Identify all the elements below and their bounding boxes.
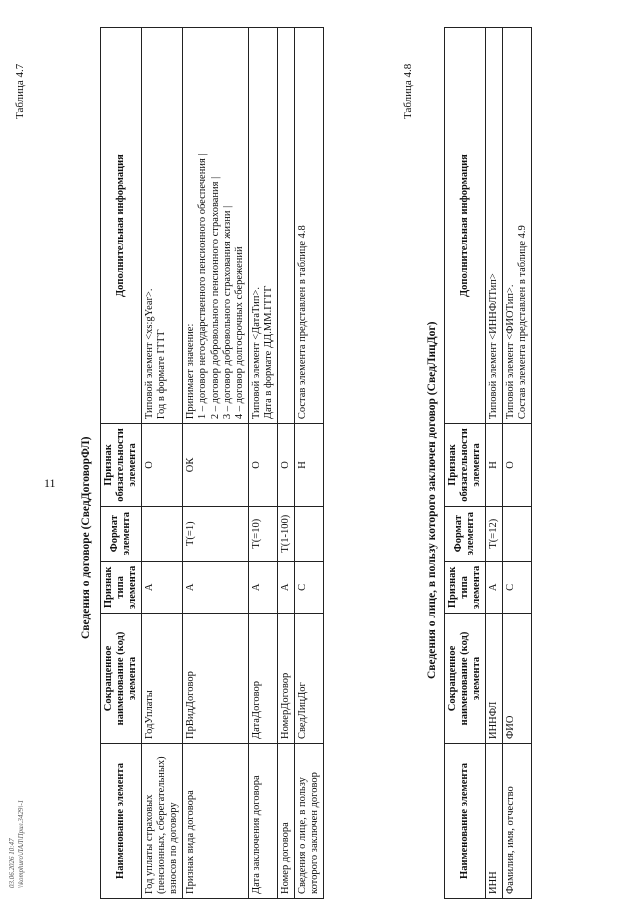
table-4-7 (100, 27, 324, 899)
table-cell: Год уплаты страховых (пенсионных, сберегательных) взносов по договору (142, 744, 183, 899)
table-cell: Н (294, 424, 323, 507)
column-header: Формат элемента (101, 506, 142, 561)
table-row (294, 28, 323, 899)
column-header: Признак типа элемента (101, 561, 142, 613)
table-cell: T(=1) (183, 506, 248, 561)
table-cell: Номер договора (277, 744, 294, 899)
table-cell: О (142, 424, 183, 507)
table-cell: А (248, 561, 277, 613)
table-cell: ОК (183, 424, 248, 507)
table-cell: О (248, 424, 277, 507)
table-row (277, 28, 294, 899)
column-header: Признак обязательности элемента (445, 424, 486, 507)
table-cell (142, 506, 183, 561)
page-number: 11 (44, 476, 56, 490)
table-cell: Сведения о лице, в пользу которого заключен договор (294, 744, 323, 899)
table-cell: T(=12) (486, 506, 503, 561)
table-cell: О (277, 424, 294, 507)
table-cell: T(=10) (248, 506, 277, 561)
table-cell: А (486, 561, 503, 613)
table-row (248, 28, 277, 899)
table-cell: А (277, 561, 294, 613)
table-cell: СведЛицДог (294, 614, 323, 744)
table-cell: Типовой элемент <ИННФЛТип> (486, 28, 503, 424)
table-cell: ДатаДоговор (248, 614, 277, 744)
table-cell (503, 506, 532, 561)
table-cell: Принимает значение: 1 – договор негосударственного пенсионного обеспечения | 2 – договор добровольного пенсионного страхования | 3 – договор добровольного страхования жизни | 4 – договор долгосрочных сбережений (183, 28, 248, 424)
table-4-8-caption: Таблица 4.8 (402, 63, 414, 119)
table-cell: Типовой элемент <ФИОТип>. Состав элемента представлен в таблице 4.9 (503, 28, 532, 424)
table-cell: Н (486, 424, 503, 507)
table-4-7-title: Сведения о договоре (СведДоговорФЛ) (80, 436, 92, 639)
table-cell: А (142, 561, 183, 613)
table-cell: Типовой элемент <ДатаТип>. Дата в формате ДД.ММ.ГГГГ (248, 28, 277, 424)
table-header-row (101, 28, 142, 899)
rotated-page-content (0, 19, 640, 899)
file-stamp (8, 800, 26, 888)
table-cell: ИННФЛ (486, 614, 503, 744)
column-header: Признак обязательности элемента (101, 424, 142, 507)
table-header-row (445, 28, 486, 899)
table-cell: T(1-100) (277, 506, 294, 561)
table-4-8-title: Сведения о лице, в пользу которого заключен договор (СведЛицДог) (426, 321, 438, 679)
column-header: Наименование элемента (101, 744, 142, 899)
table-cell: НомерДоговор (277, 614, 294, 744)
column-header: Признак типа элемента (445, 561, 486, 613)
table-row (183, 28, 248, 899)
table-cell: Фамилия, имя, отчество (503, 744, 532, 899)
table-cell: Состав элемента представлен в таблице 4.8 (294, 28, 323, 424)
table-4-8 (444, 27, 532, 899)
column-header: Дополнительная информация (101, 28, 142, 424)
column-header: Дополнительная информация (445, 28, 486, 424)
stamp-date: 03.06.2026 10:47 (8, 838, 16, 888)
table-cell: О (503, 424, 532, 507)
table-cell (277, 28, 294, 424)
column-header: Сокращенное наименование (код) элемента (445, 614, 486, 744)
column-header: Сокращенное наименование (код) элемента (101, 614, 142, 744)
column-header: Формат элемента (445, 506, 486, 561)
table-row (142, 28, 183, 899)
table-cell: ФИО (503, 614, 532, 744)
column-header: Наименование элемента (445, 744, 486, 899)
table-cell: Дата заключения договора (248, 744, 277, 899)
table-row (503, 28, 532, 899)
table-cell: А (183, 561, 248, 613)
stamp-path: \\komphuro\ЛАЛ\Прил.3429\-1 (17, 799, 26, 888)
table-cell: Признак вида договора (183, 744, 248, 899)
table-cell (294, 506, 323, 561)
table-cell: Типовой элемент <xs:gYear>. Год в формате ГГГГ (142, 28, 183, 424)
table-cell: ИНН (486, 744, 503, 899)
table-cell: С (294, 561, 323, 613)
table-row (486, 28, 503, 899)
table-4-7-caption: Таблица 4.7 (14, 63, 26, 119)
table-cell: ПрВидДоговор (183, 614, 248, 744)
table-cell: ГодУплаты (142, 614, 183, 744)
table-cell: С (503, 561, 532, 613)
